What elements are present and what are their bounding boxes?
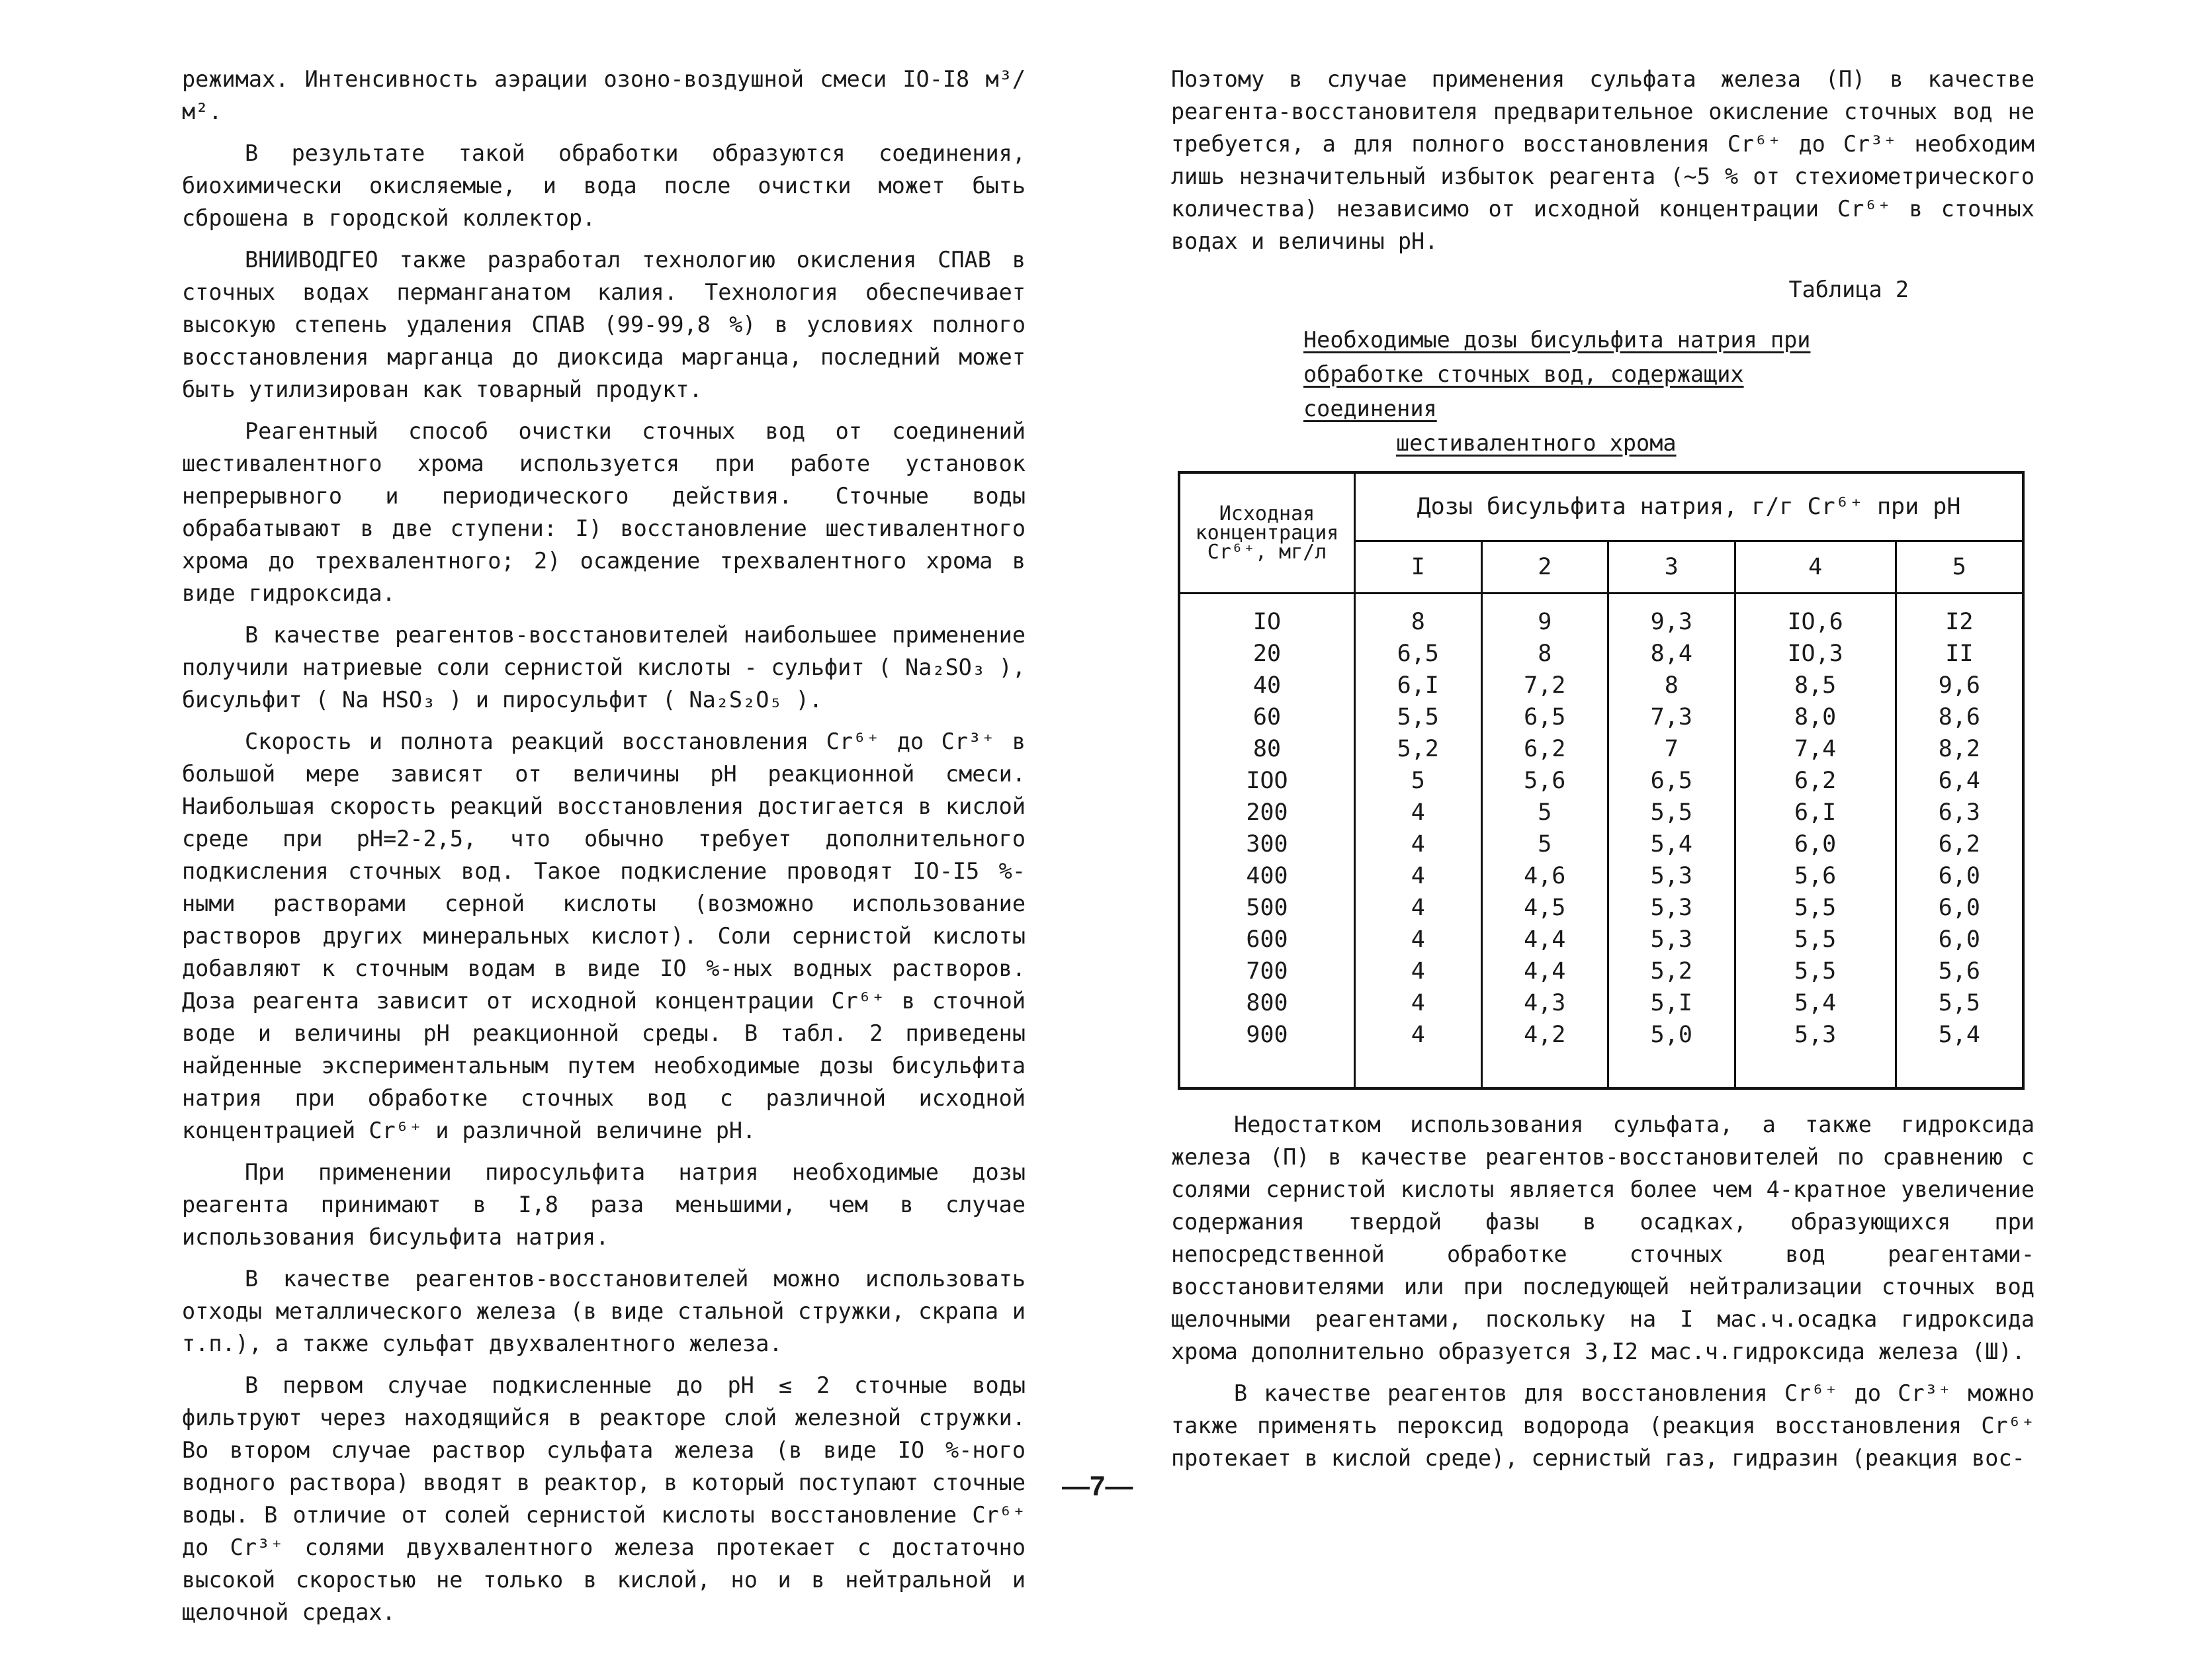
- table-row: [1179, 892, 2023, 924]
- table-cell: 20: [1179, 638, 1355, 670]
- table-cell: 600: [1179, 924, 1355, 955]
- table-cell: IO,3: [1735, 638, 1896, 670]
- table-cell: 9: [1481, 594, 1608, 639]
- table-cell: I2: [1896, 594, 2023, 639]
- table-row: [1179, 828, 2023, 860]
- paragraph: Поэтому в случае применения сульфата железа (П) в качестве реагента-восстановителя предварительное окисление сточных вод не требуется, а для полного восстановления Cr⁶⁺ до Cr³⁺ необходим лишь незначительный избыток реагента (∼5 % от стехиометрического количества) независимо от исходной концентрации Cr⁶⁺ в сточных водах и величины pH.: [1171, 66, 2035, 254]
- table-cell: 500: [1179, 892, 1355, 924]
- table-cell: 9,6: [1896, 670, 2023, 701]
- table-cell: 5,3: [1735, 1019, 1896, 1088]
- table-cell: 8,6: [1896, 701, 2023, 733]
- table-cell: 6,4: [1896, 765, 2023, 797]
- table-cell: 8,5: [1735, 670, 1896, 701]
- table-cell: 300: [1179, 828, 1355, 860]
- table-cell: 900: [1179, 1019, 1355, 1088]
- table-cell: 40: [1179, 670, 1355, 701]
- table-row: [1179, 924, 2023, 955]
- table-cell: 6,3: [1896, 797, 2023, 828]
- table-cell: 8,4: [1608, 638, 1735, 670]
- table-cell: 5,4: [1735, 987, 1896, 1019]
- paragraph: Скорость и полнота реакций восстановления Cr⁶⁺ до Cr³⁺ в большой мере зависят от величины pH реакционной смеси. Наибольшая скорость реакций восстановления достигается в кислой среде при pH=2-2,5, что обычно требует дополнительного подкисления сточных вод. Такое подкисление проводят IO-I5 %-ными растворами серной кислоты (возможно использование растворов других минеральных кислот). Соли сернистой кислоты добавляют к сточным водам в виде IO %-ных водных растворов. Доза реагента зависит от исходной концентрации Cr⁶⁺ в сточной воде и величины pH реакционной среды. В табл. 2 приведены найденные экспериментальным путем необходимые дозы бисульфита натрия при обработке сточных вод с различной исходной концентрацией Cr⁶⁺ и различной величине pH.: [182, 729, 1026, 1143]
- table-row: [1179, 987, 2023, 1019]
- table-cell: 6,I: [1355, 670, 1482, 701]
- table-cell: 4: [1355, 955, 1482, 987]
- paragraph: В результате такой обработки образуются соединения, биохимически окисляемые, и вода после очистки может быть сброшена в городской коллектор.: [182, 140, 1026, 231]
- table-row: [1179, 955, 2023, 987]
- table-header-ph: 3: [1608, 541, 1735, 594]
- table-header-ph: 2: [1481, 541, 1608, 594]
- table-cell: 8,0: [1735, 701, 1896, 733]
- table-cell: IO: [1179, 594, 1355, 639]
- paragraph: режимах. Интенсивность аэрации озоно-воздушной смеси IO-I8 м³/м².: [182, 66, 1026, 124]
- table-cell: 8: [1481, 638, 1608, 670]
- table-cell: 9,3: [1608, 594, 1735, 639]
- table-cell: 6,0: [1896, 892, 2023, 924]
- table-title-line: обработке сточных вод, содержащих соединения: [1303, 361, 1744, 421]
- table-header-ph: I: [1355, 541, 1482, 594]
- table-cell: IOO: [1179, 765, 1355, 797]
- table-cell: 8: [1608, 670, 1735, 701]
- table-cell: 5,6: [1481, 765, 1608, 797]
- table-cell: 4: [1355, 860, 1482, 892]
- table-cell: 6,5: [1481, 701, 1608, 733]
- table-cell: 5,0: [1608, 1019, 1735, 1088]
- table-cell: 5,4: [1896, 1019, 2023, 1088]
- table-cell: 5,3: [1608, 892, 1735, 924]
- table-row: [1179, 1019, 2023, 1088]
- table-cell: 5,5: [1355, 701, 1482, 733]
- paragraph: В качестве реагентов-восстановителей наибольшее применение получили натриевые соли сернистой кислоты - сульфит ( Na₂SO₃ ), бисульфит ( Na HSO₃ ) и пиросульфит ( Na₂S₂O₅ ).: [182, 622, 1026, 713]
- table-cell: 60: [1179, 701, 1355, 733]
- table-row: [1179, 765, 2023, 797]
- table-header-concentration: Исходная концентрация Cr⁶⁺, мг/л: [1179, 472, 1355, 594]
- table-cell: 6,0: [1896, 860, 2023, 892]
- table-cell: 5,5: [1896, 987, 2023, 1019]
- table-cell: 400: [1179, 860, 1355, 892]
- table-cell: 4,5: [1481, 892, 1608, 924]
- table-row: [1179, 733, 2023, 765]
- paragraph: В качестве реагентов для восстановления Cr⁶⁺ до Cr³⁺ можно также применять пероксид водорода (реакция восстановления Cr⁶⁺ протекает в кислой среде), сернистый газ, гидразин (реакция вос-: [1171, 1380, 2035, 1471]
- table-cell: IO,6: [1735, 594, 1896, 639]
- paragraph: ВНИИВОДГЕО также разработал технологию окисления СПАВ в сточных водах перманганатом калия. Технология обеспечивает высокую степень удаления СПАВ (99-99,8 %) в условиях полного восстановления марганца до диоксида марганца, последний может быть утилизирован как товарный продукт.: [182, 247, 1026, 402]
- table-cell: 6,0: [1735, 828, 1896, 860]
- table-cell: 4: [1355, 987, 1482, 1019]
- table-cell: 80: [1179, 733, 1355, 765]
- table-cell: 7,2: [1481, 670, 1608, 701]
- table-cell: 5: [1481, 828, 1608, 860]
- table-cell: 4,3: [1481, 987, 1608, 1019]
- table-cell: 5,6: [1735, 860, 1896, 892]
- table-cell: 4: [1355, 1019, 1482, 1088]
- table-cell: 6,5: [1608, 765, 1735, 797]
- table-cell: 800: [1179, 987, 1355, 1019]
- table-cell: 7: [1608, 733, 1735, 765]
- table-cell: 4: [1355, 797, 1482, 828]
- table-row: [1179, 638, 2023, 670]
- table-row: [1179, 860, 2023, 892]
- table-cell: 4,2: [1481, 1019, 1608, 1088]
- table-cell: 7,4: [1735, 733, 1896, 765]
- table-header-ph: 4: [1735, 541, 1896, 594]
- table-cell: 6,2: [1481, 733, 1608, 765]
- table-cell: 6,0: [1896, 924, 2023, 955]
- right-column: [1171, 63, 2035, 500]
- table-cell: 5,2: [1608, 955, 1735, 987]
- paragraph: В качестве реагентов-восстановителей можно использовать отходы металлического железа (в виде стальной стружки, скрапа и т.п.), а также сульфат двухвалентного железа.: [182, 1266, 1026, 1356]
- table-row: [1179, 670, 2023, 701]
- table-cell: 7,3: [1608, 701, 1735, 733]
- table-cell: 5,6: [1896, 955, 2023, 987]
- table-header-doses: Дозы бисульфита натрия, г/г Cr⁶⁺ при pH: [1355, 472, 2024, 541]
- table-cell: 5,5: [1608, 797, 1735, 828]
- table-cell: 5: [1481, 797, 1608, 828]
- table-cell: 5,3: [1608, 860, 1735, 892]
- table-cell: 5,5: [1735, 924, 1896, 955]
- table-row: [1179, 594, 2023, 639]
- table-title-line: шестивалентного хрома: [1396, 430, 1677, 456]
- table-cell: 5,I: [1608, 987, 1735, 1019]
- table-cell: 6,I: [1735, 797, 1896, 828]
- table-cell: 4: [1355, 828, 1482, 860]
- table-cell: 5,4: [1608, 828, 1735, 860]
- table-cell: 5,2: [1355, 733, 1482, 765]
- table-cell: 700: [1179, 955, 1355, 987]
- table-cell: 200: [1179, 797, 1355, 828]
- after-table-text: [1171, 1108, 2035, 1483]
- table-cell: 6,2: [1735, 765, 1896, 797]
- paragraph: Реагентный способ очистки сточных вод от соединений шестивалентного хрома используется при работе установок непрерывного и периодического действия. Сточные воды обрабатывают в две ступени: I) восстановление шестивалентного хрома до трехвалентного; 2) осаждение трехвалентного хрома в виде гидроксида.: [182, 418, 1026, 606]
- table-cell: 8: [1355, 594, 1482, 639]
- table-cell: 4: [1355, 924, 1482, 955]
- table-title: [1303, 323, 1886, 461]
- table-cell: 8,2: [1896, 733, 2023, 765]
- table-cell: 5: [1355, 765, 1482, 797]
- paragraph: Недостатком использования сульфата, а также гидроксида железа (П) в качестве реагентов-восстановителей по сравнению с солями сернистой кислоты является более чем 4-кратное увеличение содержания твердой фазы в осадках, образующихся при непосредственной обработке сточных вод реагентами-восстановителями или при последующей нейтрализации сточных вод щелочными реагентами, поскольку на I мас.ч.осадка гидроксида хрома дополнительно образуется 3,I2 мас.ч.гидроксида железа (Ш).: [1171, 1112, 2035, 1364]
- table-cell: 5,5: [1735, 955, 1896, 987]
- table-cell: 4,6: [1481, 860, 1608, 892]
- page-number: —7—: [1062, 1470, 1133, 1501]
- table-title-line: Необходимые дозы бисульфита натрия при: [1303, 327, 1811, 353]
- paragraph: При применении пиросульфита натрия необходимые дозы реагента принимают в I,8 раза меньшими, чем в случае использования бисульфита натрия.: [182, 1159, 1026, 1250]
- left-column: [182, 63, 1026, 1638]
- table-label: Таблица 2: [1788, 277, 1909, 302]
- dose-table: [1178, 471, 2025, 1090]
- table-row: [1179, 797, 2023, 828]
- table-cell: 6,2: [1896, 828, 2023, 860]
- table-row: [1179, 701, 2023, 733]
- paragraph: В первом случае подкисленные до pH ≤ 2 сточные воды фильтруют через находящийся в реакторе слой железной стружки. Во втором случае раствор сульфата железа (в виде IO %-ного водного раствора) вводят в реактор, в который поступают сточные воды. В отличие от солей сернистой кислоты восстановление Cr⁶⁺ до Cr³⁺ солями двухвалентного железа протекает с достаточно высокой скоростью не только в кислой, но и в нейтральной и щелочной средах.: [182, 1372, 1026, 1625]
- table-cell: 5,5: [1735, 892, 1896, 924]
- table-cell: 4,4: [1481, 924, 1608, 955]
- table-cell: 5,3: [1608, 924, 1735, 955]
- table-cell: II: [1896, 638, 2023, 670]
- table-cell: 4,4: [1481, 955, 1608, 987]
- table-header-ph: 5: [1896, 541, 2023, 594]
- table-cell: 4: [1355, 892, 1482, 924]
- table-cell: 6,5: [1355, 638, 1482, 670]
